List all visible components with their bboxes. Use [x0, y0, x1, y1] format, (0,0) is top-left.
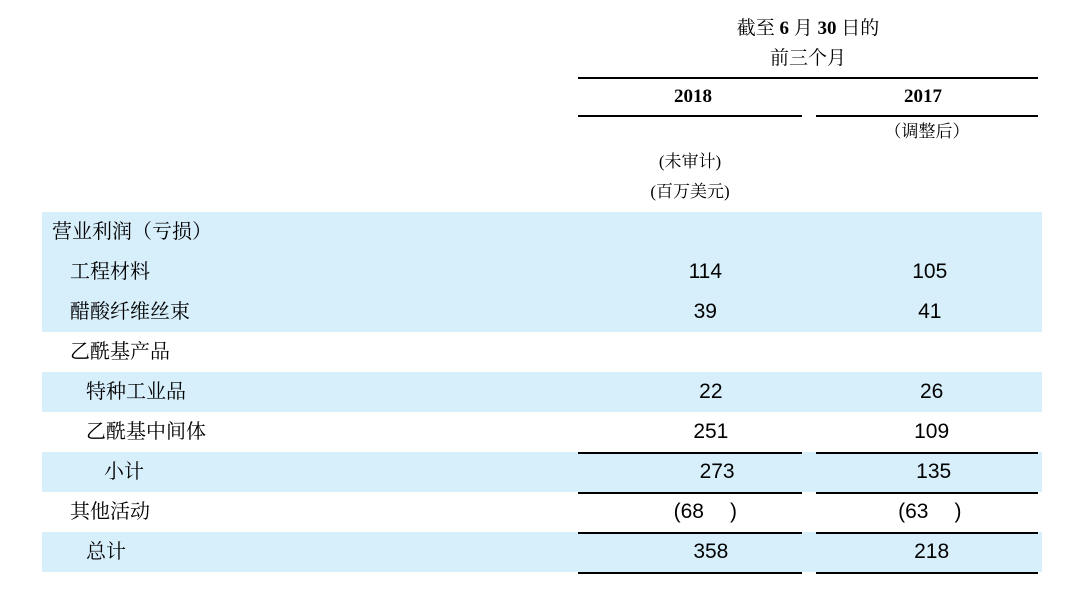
- row-label: 其他活动: [70, 501, 150, 523]
- row-value-2017: 109: [914, 420, 950, 443]
- subtotal-rule-left: [578, 452, 802, 454]
- total-rule-left: [578, 532, 802, 534]
- period-line-1: 截至 6 月 30 日的: [736, 18, 880, 39]
- note-units: (百万美元): [650, 182, 730, 201]
- column-header-2018: 2018: [674, 86, 712, 107]
- row-value-2017: 26: [919, 380, 944, 403]
- year-header-row: [578, 82, 1038, 112]
- table-body: [42, 212, 1042, 572]
- table-row-section-title: [42, 212, 1042, 252]
- table-row: [42, 372, 1042, 412]
- bottom-rule-right: [816, 572, 1038, 574]
- paren-close: ): [729, 500, 737, 523]
- year-underline-left: [578, 115, 802, 117]
- row-label: 小计: [104, 461, 144, 483]
- subtotal-under-rule-right: [816, 492, 1038, 494]
- row-value-2018: 273: [699, 460, 735, 483]
- table-row: [42, 252, 1042, 292]
- row-value-2017: 41: [918, 300, 942, 323]
- table-row: [42, 292, 1042, 332]
- row-value-2017: [818, 499, 1042, 525]
- year-underline-right: [816, 115, 1038, 117]
- row-label: 乙酰基中间体: [86, 421, 206, 443]
- header-top-rule: [578, 77, 1038, 79]
- row-value-2017-number: (63: [898, 500, 929, 523]
- note-unaudited: (未审计): [658, 152, 722, 171]
- subtotal-under-rule-left: [578, 492, 802, 494]
- row-value-2018: 22: [699, 380, 723, 403]
- row-label: 总计: [86, 541, 126, 563]
- table-row-total: [42, 532, 1042, 572]
- subtotal-rule-right: [816, 452, 1038, 454]
- row-value-2017: 105: [912, 260, 948, 283]
- table-row: [42, 492, 1042, 532]
- bottom-rule-left: [578, 572, 802, 574]
- row-value-2017: 218: [914, 540, 950, 563]
- row-label: 醋酸纤维丝束: [70, 301, 190, 323]
- paren-close: ): [954, 500, 962, 523]
- total-rule-right: [816, 532, 1038, 534]
- row-label: 工程材料: [70, 261, 150, 283]
- table-row-subtotal: [42, 452, 1042, 492]
- note-adjusted: （调整后）: [884, 122, 970, 141]
- row-label: 特种工业品: [86, 381, 186, 403]
- table-row: [42, 412, 1042, 452]
- row-value-2018: 251: [693, 420, 729, 443]
- row-value-2018: [593, 499, 817, 525]
- column-header-2017: 2017: [904, 86, 942, 107]
- row-value-2018: 39: [693, 300, 717, 323]
- table-header: [578, 14, 1038, 74]
- row-value-2018-number: (68: [673, 500, 704, 523]
- row-label: 乙酰基产品: [70, 341, 170, 363]
- row-value-2017: 135: [916, 460, 952, 483]
- row-label: 营业利润（亏损）: [52, 221, 212, 243]
- period-line-2: 前三个月: [769, 48, 846, 69]
- row-value-2018: 358: [693, 540, 729, 563]
- row-value-2018: 114: [688, 260, 723, 283]
- table-row: [42, 332, 1042, 372]
